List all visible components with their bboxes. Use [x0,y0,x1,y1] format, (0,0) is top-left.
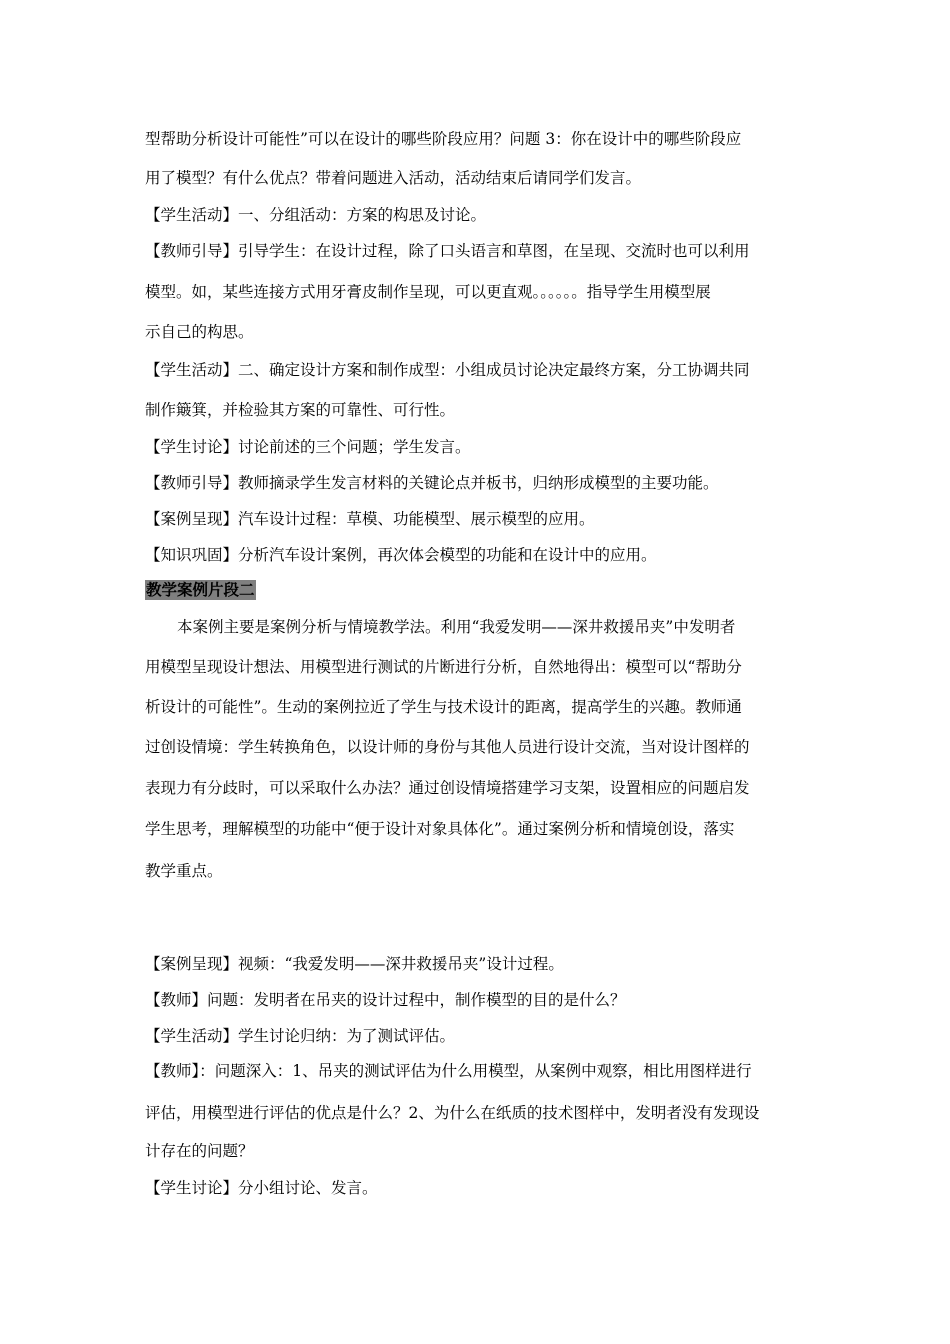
paragraph-line: 学生思考，理解模型的功能中“便于设计对象具体化”。通过案例分析和情境创设，落实 [145,820,735,838]
text-line: 【教师】问题：发明者在吊夹的设计过程中，制作模型的目的是什么？ [145,991,626,1009]
text-line: 【教师引导】引导学生：在设计过程，除了口头语言和草图，在呈现、交流时也可以利用 [145,242,750,260]
text-line: 【学生讨论】讨论前述的三个问题；学生发言。 [145,438,471,456]
paragraph-line: 表现力有分歧时，可以采取什么办法？通过创设情境搭建学习支架，设置相应的问题启发 [145,779,750,797]
text-line: 【学生活动】一、分组活动：方案的构思及讨论。 [145,206,487,224]
text-line: 【知识巩固】分析汽车设计案例，再次体会模型的功能和在设计中的应用。 [145,546,657,564]
text-line: 制作簸箕，并检验其方案的可靠性、可行性。 [145,401,456,419]
text-line: 【案例呈现】汽车设计过程：草模、功能模型、展示模型的应用。 [145,510,595,528]
paragraph-line: 用模型呈现设计想法、用模型进行测试的片断进行分析，自然地得出：模型可以“帮助分 [145,658,742,676]
paragraph-line: 过创设情境：学生转换角色，以设计师的身份与其他人员进行设计交流，当对设计图样的 [145,738,750,756]
text-line: 【学生活动】二、确定设计方案和制作成型：小组成员讨论决定最终方案，分工协调共同 [145,361,750,379]
text-line: 【教师】：问题深入：1、吊夹的测试评估为什么用模型，从案例中观察，相比用图样进行 [145,1062,752,1080]
paragraph-line: 析设计的可能性”。生动的案例拉近了学生与技术设计的距离，提高学生的兴趣。教师通 [145,698,742,716]
text-line: 【学生活动】学生讨论归纳：为了测试评估。 [145,1027,456,1045]
text-line: 【学生讨论】分小组讨论、发言。 [145,1179,378,1197]
text-line: 计存在的问题？ [145,1142,254,1160]
text-line: 【教师引导】教师摘录学生发言材料的关键论点并板书，归纳形成模型的主要功能。 [145,474,719,492]
section-title: 教学案例片段二 [146,580,255,599]
text-line: 评估，用模型进行评估的优点是什么？2、为什么在纸质的技术图样中，发明者没有发现设 [145,1104,760,1122]
text-line: 模型。如，某些连接方式用牙膏皮制作呈现，可以更直观。。。。。。指导学生用模型展 [145,283,711,301]
paragraph-line: 本案例主要是案例分析与情境教学法。利用“我爱发明——深井救援吊夹”中发明者 [177,618,736,636]
text-line: 用了模型？有什么优点？带着问题进入活动，活动结束后请同学们发言。 [145,169,642,187]
paragraph-line: 教学重点。 [145,862,223,880]
text-line: 【案例呈现】视频：“我爱发明——深井救援吊夹”设计过程。 [145,955,564,973]
text-line: 型帮助分析设计可能性”可以在设计的哪些阶段应用？问题 3：你在设计中的哪些阶段应 [145,130,742,148]
text-line: 示自己的构思。 [145,323,254,341]
